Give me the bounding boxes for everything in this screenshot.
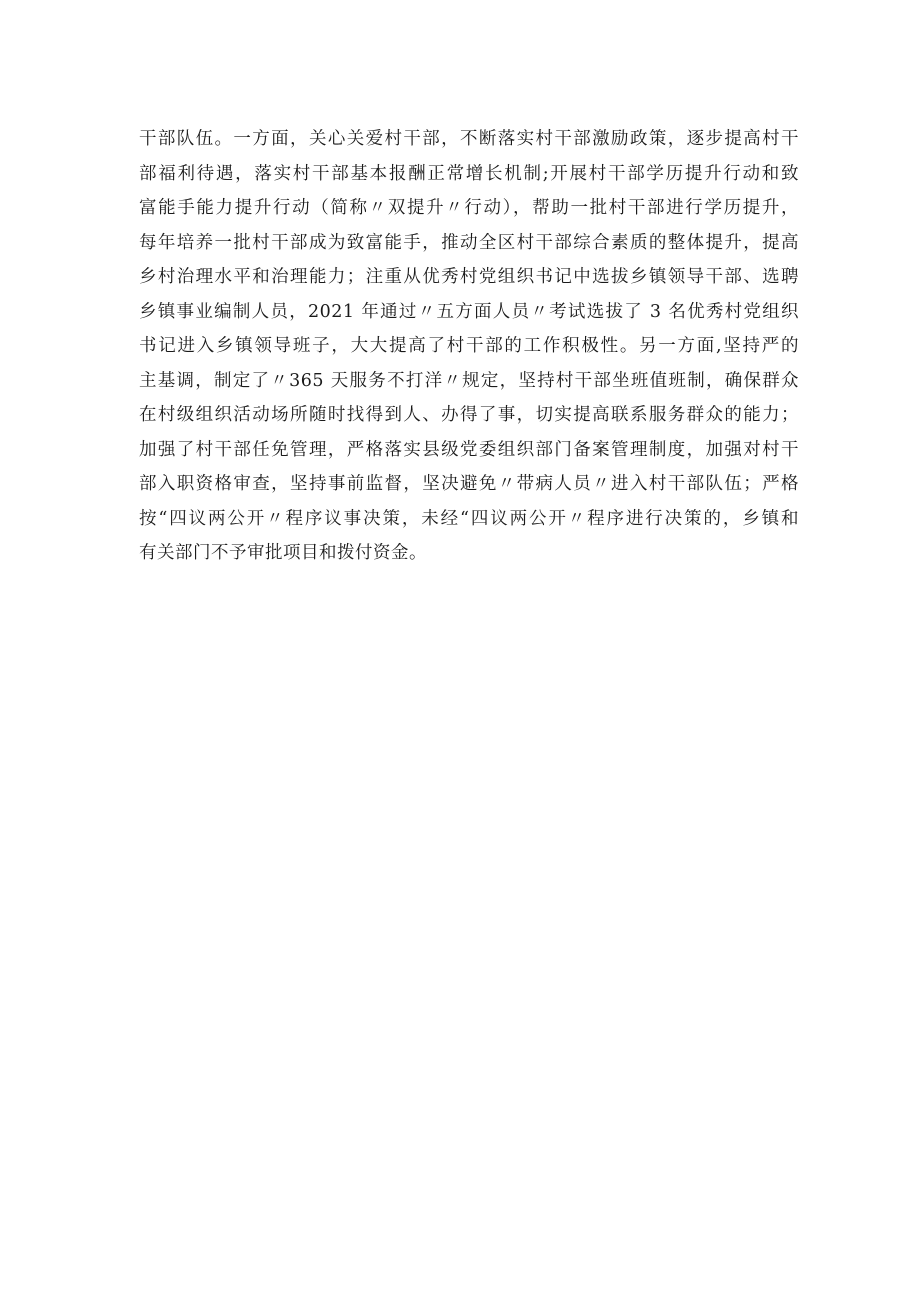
paragraph-line: 有关部门不予审批项目和拨付资金。 — [139, 543, 427, 563]
paragraph-line: 按“四议两公开〃程序议事决策，未经“四议两公开〃程序进行决策的，乡镇和 — [139, 508, 799, 529]
paragraph-line: 富能手能力提升行动（简称〃双提升〃行动），帮助一批村干部进行学历提升， — [139, 198, 799, 218]
paragraph-line: 加强了村干部任免管理，严格落实县级党委组织部门备案管理制度，加强对村干 — [139, 439, 799, 460]
paragraph-line: 干部队伍。一方面，关心关爱村干部，不断落实村干部激励政策，逐步提高村干 — [139, 129, 799, 149]
paragraph-line: 部入职资格审查，坚持事前监督，坚决避免〃带病人员〃进入村干部队伍；严格 — [139, 474, 799, 494]
paragraph-line: 乡村治理水平和治理能力；注重从优秀村党组织书记中选拔乡镇领导干部、选聘 — [139, 267, 799, 287]
paragraph-line: 乡镇事业编制人员，2021 年通过〃五方面人员〃考试选拔了 3 名优秀村党组织 — [139, 301, 799, 322]
paragraph-line: 部福利待遇，落实村干部基本报酬正常增长机制;开展村干部学历提升行动和致 — [139, 163, 799, 184]
paragraph-line: 每年培养一批村干部成为致富能手，推动全区村干部综合素质的整体提升，提高 — [139, 232, 799, 253]
paragraph-line: 主基调，制定了〃365 天服务不打洋〃规定，坚持村干部坐班值班制，确保群众 — [139, 370, 799, 391]
paragraph-line: 在村级组织活动场所随时找得到人、办得了事，切实提高联系服务群众的能力； — [139, 405, 799, 425]
body-paragraph — [139, 122, 799, 571]
paragraph-line: 书记进入乡镇领导班子，大大提高了村干部的工作积极性。另一方面,坚持严的 — [139, 336, 799, 356]
